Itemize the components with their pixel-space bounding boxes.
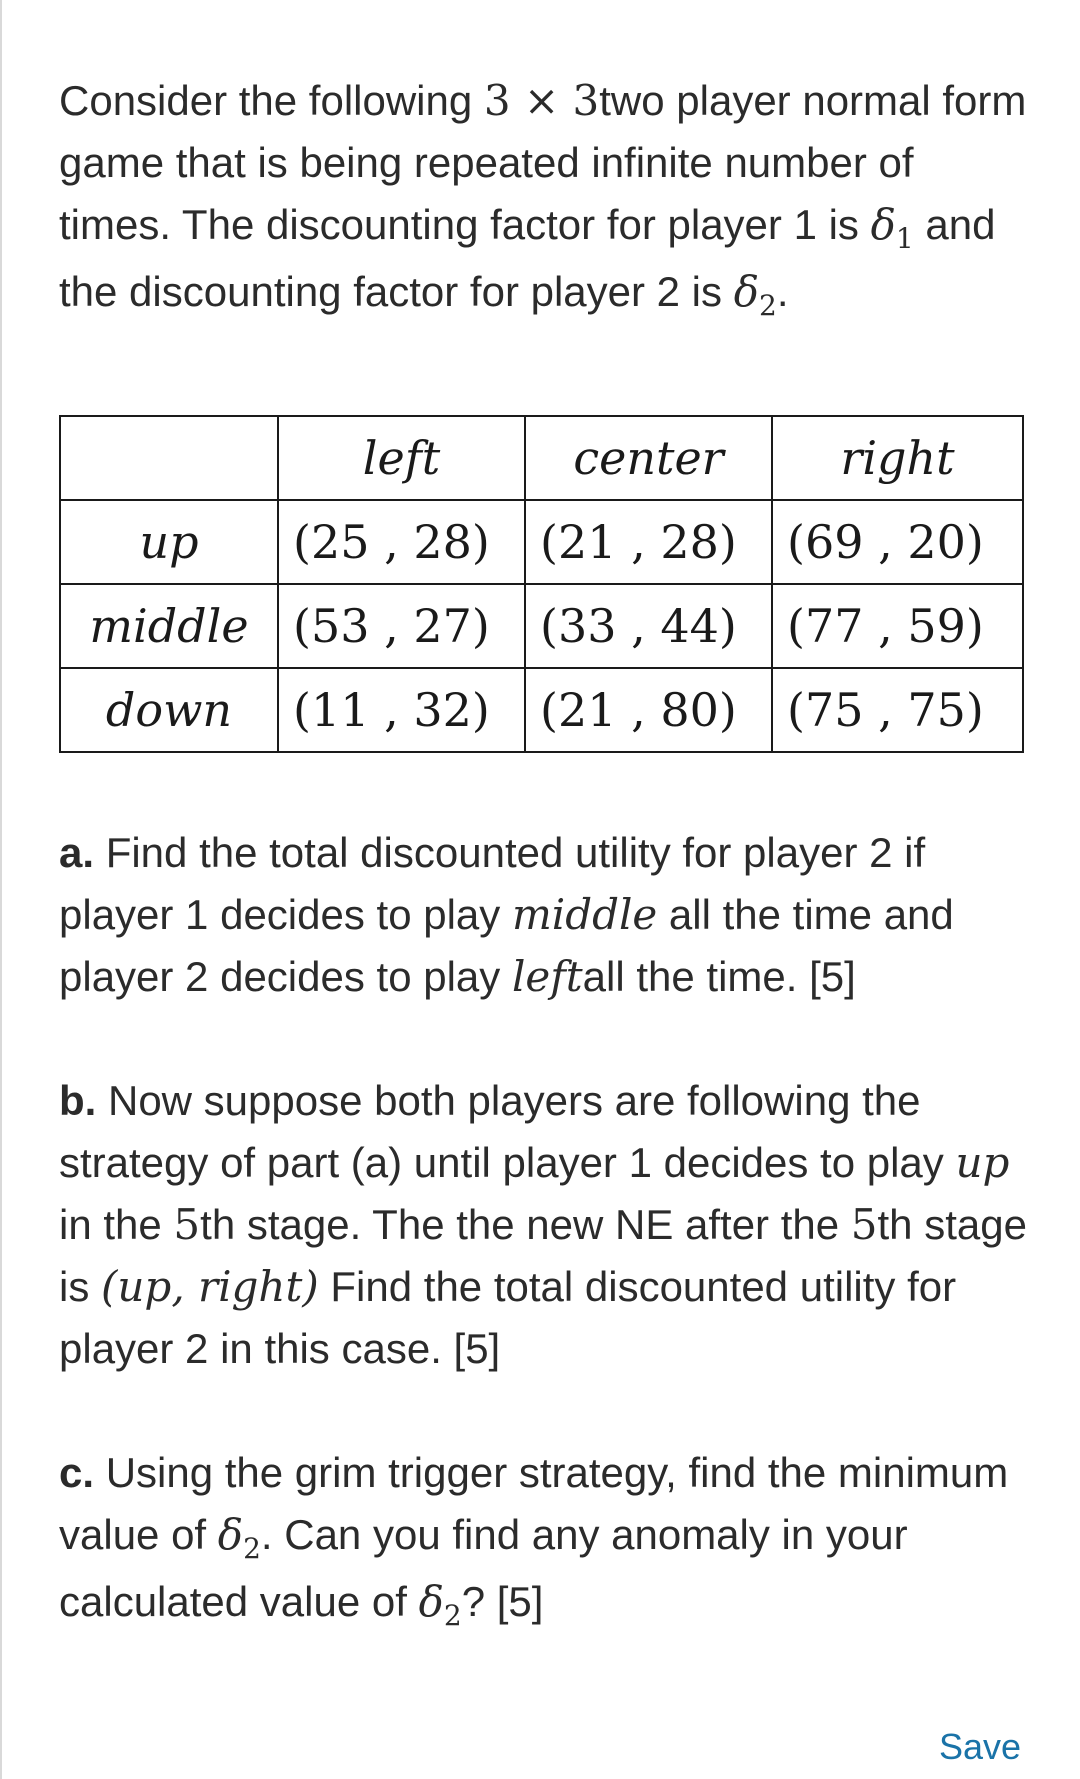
intro-math-sub-1: 1 bbox=[895, 222, 914, 255]
intro-text-1: Consider the following bbox=[59, 77, 484, 124]
table-row bbox=[60, 668, 1023, 752]
left-border-divider bbox=[0, 0, 2, 1779]
part-b-label: b. bbox=[59, 1077, 97, 1124]
table-row bbox=[60, 500, 1023, 584]
intro-text-3: and the discounting factor for player 2 is bbox=[59, 201, 996, 315]
part-c-math-delta-2: δ bbox=[418, 1577, 444, 1626]
part-a-text-1: Find the total discounted utility for player 2 if player 1 decides to play bbox=[59, 829, 926, 938]
part-c-text-3: ? [5] bbox=[461, 1578, 544, 1625]
payoff-cell: (21 , 28) bbox=[525, 500, 772, 584]
part-c-math-delta-1: δ bbox=[217, 1510, 244, 1559]
intro-text-4: . bbox=[776, 268, 789, 315]
part-b-paragraph bbox=[59, 1070, 1029, 1380]
part-c-math-sub-1: 2 bbox=[243, 1532, 261, 1565]
part-b-math-five-1: 5 bbox=[173, 1200, 201, 1249]
part-a-label: a. bbox=[59, 829, 95, 876]
part-a-text-3: all the time. [5] bbox=[582, 953, 856, 1000]
column-header-left: left bbox=[278, 416, 525, 500]
part-c-paragraph bbox=[59, 1442, 1029, 1638]
table-row bbox=[60, 584, 1023, 668]
part-b-text-5: Find the total discounted utility for player 2 in this case. [5] bbox=[59, 1263, 957, 1372]
part-c-math-sub-2: 2 bbox=[443, 1599, 462, 1632]
part-c-text-2: . Can you find any anomaly in your calculated value of bbox=[59, 1511, 908, 1625]
part-a-text-2: all the time and player 2 decides to play bbox=[59, 891, 954, 1000]
intro-math-delta-2: δ bbox=[733, 267, 759, 316]
payoff-cell: (53 , 27) bbox=[278, 584, 525, 668]
part-b-text-4: th stage is bbox=[59, 1201, 1027, 1310]
intro-math-delta-1: δ bbox=[870, 200, 896, 249]
part-b-text-2: in the bbox=[59, 1201, 174, 1248]
table-corner-cell bbox=[60, 416, 278, 500]
save-button[interactable]: Save bbox=[938, 1726, 1021, 1767]
row-header-down: down bbox=[60, 668, 278, 752]
intro-paragraph bbox=[59, 70, 1029, 328]
payoff-table bbox=[59, 415, 1024, 753]
part-b-text-3: th stage. The the new NE after the bbox=[200, 1201, 851, 1248]
payoff-cell: (25 , 28) bbox=[278, 500, 525, 584]
intro-math-dimension: 3 × 3 bbox=[483, 76, 600, 125]
part-c-text-1: Using the grim trigger strategy, find the minimum value of bbox=[59, 1449, 1009, 1558]
column-header-right: right bbox=[772, 416, 1023, 500]
part-b-text-1: Now suppose both players are following the strategy of part (a) until player 1 decides to play bbox=[59, 1077, 956, 1186]
payoff-cell: (69 , 20) bbox=[772, 500, 1023, 584]
part-b-math-five-2: 5 bbox=[850, 1200, 878, 1249]
payoff-cell: (75 , 75) bbox=[772, 668, 1023, 752]
part-b-math-up: up bbox=[955, 1138, 1010, 1187]
part-a-paragraph bbox=[59, 822, 1029, 1008]
table-header-row bbox=[60, 416, 1023, 500]
payoff-cell: (21 , 80) bbox=[525, 668, 772, 752]
payoff-cell: (77 , 59) bbox=[772, 584, 1023, 668]
intro-math-sub-2: 2 bbox=[758, 289, 777, 322]
part-b-math-pair: (up, right) bbox=[101, 1262, 319, 1311]
row-header-middle: middle bbox=[60, 584, 278, 668]
part-a-math-middle: middle bbox=[511, 890, 658, 939]
part-c-label: c. bbox=[59, 1449, 95, 1496]
part-a-math-left: left bbox=[511, 952, 583, 1001]
column-header-center: center bbox=[525, 416, 772, 500]
intro-text-2: two player normal form game that is being repeated infinite number of times. The discounting factor for player 1 is bbox=[59, 77, 1027, 248]
payoff-cell: (11 , 32) bbox=[278, 668, 525, 752]
payoff-cell: (33 , 44) bbox=[525, 584, 772, 668]
row-header-up: up bbox=[60, 500, 278, 584]
